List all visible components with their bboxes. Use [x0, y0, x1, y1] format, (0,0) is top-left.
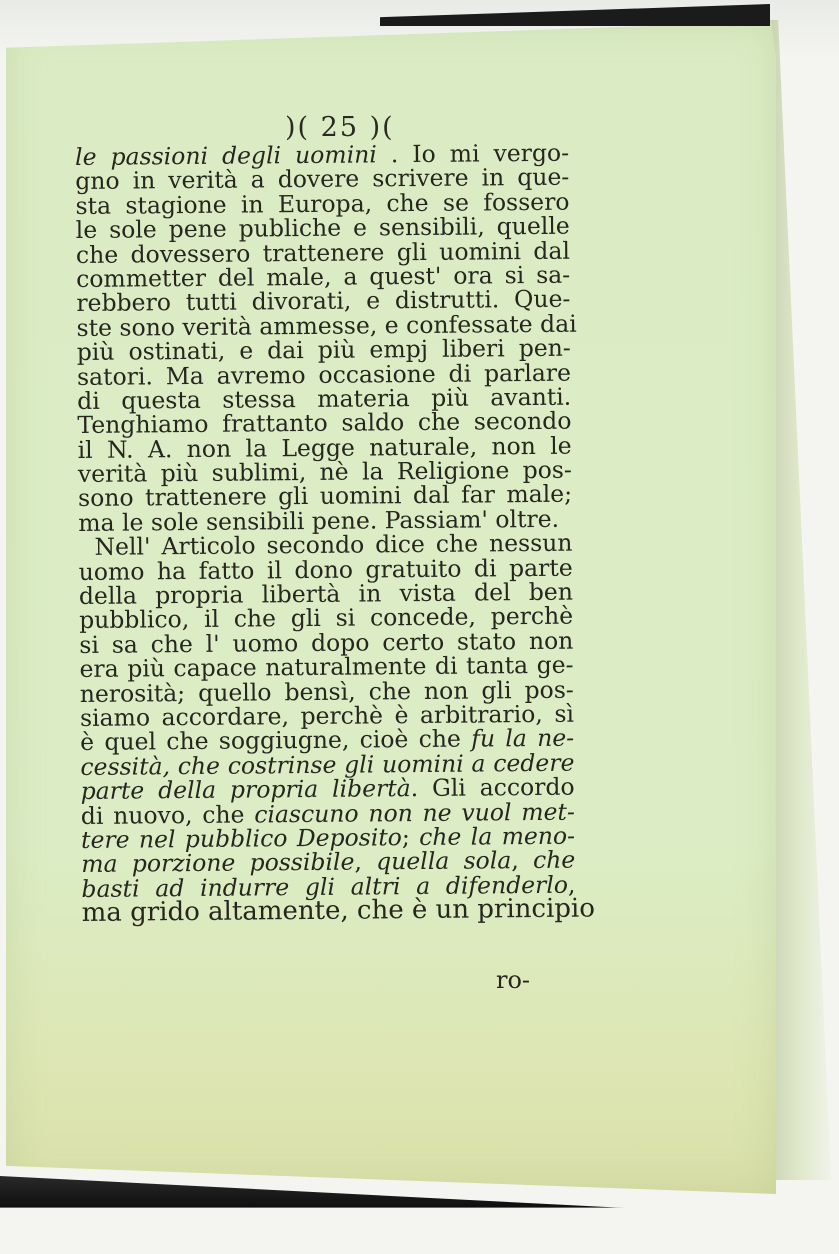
text-run: rebbero tutti divorati, e distrutti. Que-: [76, 285, 571, 318]
text-run: satori. Ma avremo occasione di parlare: [76, 358, 572, 391]
text-run: ste sono verità ammesse, e confessate dai: [76, 309, 577, 342]
text-run: . Io mi vergo-: [376, 138, 570, 169]
body-text: [74, 138, 596, 929]
text-run: si sa che l' uomo dopo certo stato non: [79, 626, 574, 659]
text-run: ;: [401, 822, 420, 852]
text-run: pubblico, il che gli si concede, perchè: [79, 602, 574, 635]
text-run: ,: [567, 870, 576, 899]
page-spine-shadow: [770, 20, 838, 1180]
text-run: verità più sublimi, nè la Religione pos-: [77, 455, 572, 489]
text-run: è quel che soggiugne, cioè che: [80, 724, 472, 757]
text-run: sono trattenere gli uomini dal far male;: [77, 480, 573, 513]
italic-text: ciascuno non ne vuol met-: [254, 797, 575, 829]
text-run: . Gli accordo: [410, 772, 575, 803]
text-run: ,: [511, 846, 534, 875]
italic-text: parte della propria libertà: [80, 774, 411, 806]
italic-text: cessità, che costrinse gli uomini a cedere: [80, 748, 575, 781]
text-run: di nuovo, che: [80, 800, 255, 830]
text-run: gno in verità a dovere scrivere in que-: [75, 163, 570, 196]
page-number-header: )( 25 )(: [285, 112, 395, 143]
text-run: le sole pene publiche e sensibili, quelle: [75, 211, 570, 245]
italic-text: che la meno-: [419, 821, 576, 851]
text-run: sta stagione in Europa, che se fossero: [75, 187, 570, 220]
text-run: più ostinati, e dai più empj liberi pen-: [76, 333, 571, 367]
text-run: di questa stessa materia più avanti.: [77, 382, 572, 415]
text-run: nerosità; quello bensì, che non gli pos-: [79, 675, 574, 708]
italic-text: le passioni degli uomini: [74, 140, 377, 171]
text-run: della propria libertà in vista del ben: [78, 577, 574, 611]
text-run: ma le sole sensibili pene. Passiam' oltre.: [78, 504, 560, 537]
text-line: [81, 893, 596, 929]
text-run: ,: [354, 847, 377, 876]
text-run: il N. A. non la Legge naturale, non le: [77, 431, 572, 464]
italic-text: fu la ne-: [471, 724, 575, 753]
text-run: Nell' Articolo secondo dice che nessun: [94, 528, 573, 562]
catchword: ro-: [496, 966, 531, 994]
text-run: ma grido altamente, che è un principio: [81, 893, 596, 929]
italic-text: ma porzione possibile: [81, 847, 355, 879]
text-run: commetter del male, a quest' ora si sa-: [76, 260, 571, 293]
italic-text: quella sola: [376, 846, 512, 876]
italic-text: tere nel pubblico Deposito: [80, 823, 403, 854]
text-run: Tenghiamo frattanto saldo che secondo: [77, 406, 572, 440]
italic-text: basti ad indurre gli altri a difenderlo: [81, 870, 569, 903]
text-run: che dovessero trattenere gli uomini dal: [75, 236, 571, 269]
italic-text: che: [532, 845, 576, 875]
text-run: uomo ha fatto il dono gratuito di parte: [78, 553, 573, 586]
text-run: era più capace naturalmente di tanta ge-: [79, 650, 574, 684]
text-run: siamo accordare, perchè è arbitrario, sì: [79, 699, 575, 732]
